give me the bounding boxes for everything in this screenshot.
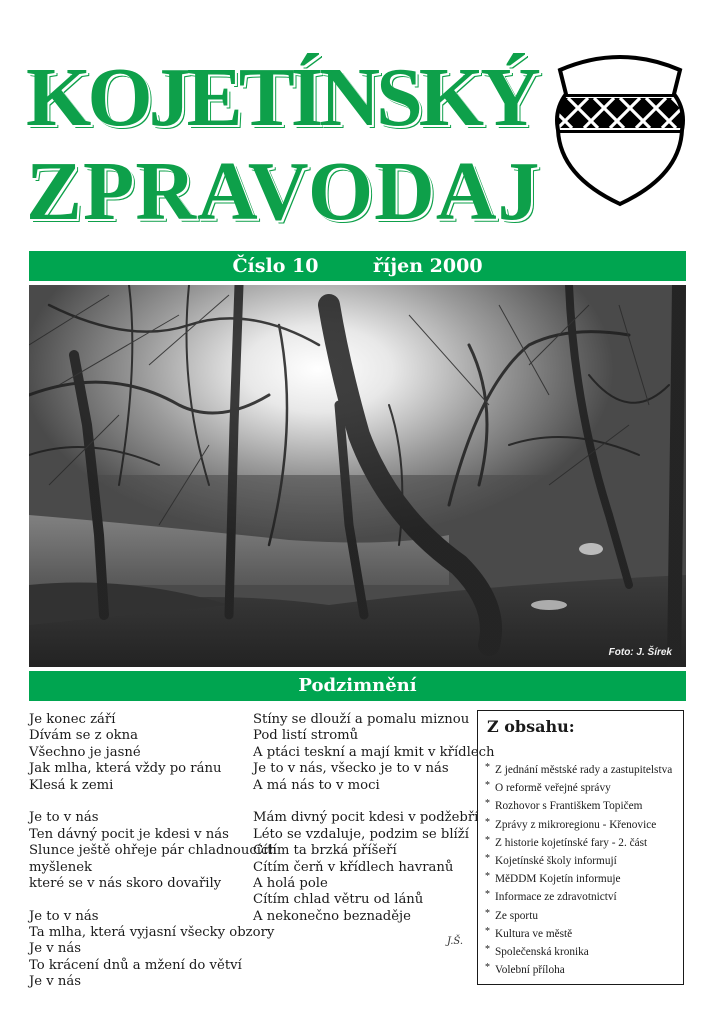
stanza	[253, 810, 495, 925]
masthead	[26, 42, 541, 238]
masthead-title-line1: KOJETÍNSKÝ	[26, 51, 537, 144]
poem-line: Dívám se z okna	[29, 728, 138, 744]
toc-item-label: Společenská kronika	[495, 945, 589, 958]
bullet-icon: *	[485, 943, 490, 955]
toc-item[interactable]	[485, 852, 672, 870]
bullet-icon: *	[485, 889, 490, 901]
poem-line: Je v nás	[29, 974, 82, 990]
poem-line: Je to v nás	[29, 908, 99, 924]
poem-line: myšlenek	[29, 859, 93, 875]
toc-item-label: Informace ze zdravotnictví	[495, 891, 617, 904]
toc-item[interactable]	[485, 925, 672, 943]
toc-item-label: Volební příloha	[495, 964, 565, 977]
toc-item-label: O reformě veřejné správy	[495, 782, 611, 795]
toc-item-label: Rozhovor s Františkem Topičem	[495, 800, 643, 813]
toc-item-label: Zprávy z mikroregionu - Křenovice	[495, 818, 657, 831]
poem-line: Je konec září	[29, 712, 116, 727]
stanza	[29, 712, 277, 794]
poem-line: Slunce ještě ohřeje pár chladnoucích	[29, 843, 277, 859]
bullet-icon: *	[485, 962, 490, 974]
poem-line: Ta mlha, která vyjasní všecky obzory	[29, 925, 275, 941]
town-coat-of-arms-icon	[552, 48, 688, 208]
poem-line: které se v nás skoro dovařily	[29, 875, 222, 891]
issue-number: Číslo 10	[232, 255, 319, 277]
toc-item[interactable]	[485, 961, 672, 979]
table-of-contents-box	[477, 710, 684, 985]
poem-line: Je v nás	[29, 941, 82, 957]
poem-line: Cítím čerň v křídlech havranů	[253, 859, 454, 875]
bullet-icon: *	[485, 925, 490, 937]
poem-signature: J.Š.	[447, 936, 464, 947]
poem-line: Pod listí stromů	[253, 728, 359, 744]
toc-item[interactable]	[485, 943, 672, 961]
bullet-icon: *	[485, 816, 490, 828]
toc-item[interactable]	[485, 870, 672, 888]
poem-line: Cítím ta brzká příšeří	[253, 843, 397, 859]
poem-line: Ten dávný pocit je kdesi v nás	[29, 826, 229, 842]
toc-item-label: Z historie kojetínské fary - 2. část	[495, 836, 648, 849]
toc-item-label: Kojetínské školy informují	[495, 854, 617, 867]
poem-line: A holá pole	[253, 875, 328, 891]
poem-line: Léto se vzdaluje, podzim se blíží	[253, 826, 469, 842]
poem-line: Všechno je jasné	[29, 744, 141, 760]
stanza	[29, 909, 277, 991]
toc-item[interactable]	[485, 816, 672, 834]
bullet-icon: *	[485, 852, 490, 864]
poem-line: A má nás to v moci	[253, 777, 380, 793]
toc-item[interactable]	[485, 907, 672, 925]
poem-line: A nekonečno beznaděje	[253, 908, 411, 924]
issue-band	[29, 251, 686, 281]
toc-item[interactable]	[485, 888, 672, 906]
bullet-icon: *	[485, 798, 490, 810]
toc-item-label: Kultura ve městě	[495, 927, 573, 940]
toc-item-label: MěDDM Kojetín informuje	[495, 873, 621, 886]
poem-line: Je to v nás, všecko je to v nás	[253, 761, 449, 777]
bullet-icon: *	[485, 762, 490, 773]
poem-column-1	[29, 712, 277, 991]
stanza	[253, 712, 495, 794]
bullet-icon: *	[485, 780, 490, 792]
poem-title-band	[29, 671, 686, 701]
poem-line: Stíny se dlouží a pomalu miznou	[253, 712, 470, 727]
cover-photo-image	[29, 285, 686, 667]
poem-line: A ptáci teskní a mají kmit v křídlech	[253, 744, 495, 760]
poem-line: Je to v nás	[29, 810, 99, 826]
bullet-icon: *	[485, 871, 490, 883]
poem-line: Cítím chlad větru od lánů	[253, 892, 424, 908]
toc-item-label: Z jednání městské rady a zastupitelstva	[495, 764, 673, 776]
toc-list	[485, 761, 672, 979]
cover-photo	[29, 285, 686, 667]
toc-item[interactable]	[485, 797, 672, 815]
poem-line: To krácení dnů a mžení do větví	[29, 957, 242, 973]
toc-title: Z obsahu:	[487, 717, 575, 736]
bullet-icon: *	[485, 834, 490, 846]
issue-date: říjen 2000	[373, 255, 483, 277]
toc-item[interactable]	[485, 761, 672, 779]
poem-column-2	[253, 712, 495, 925]
bullet-icon: *	[485, 907, 490, 919]
poem-line: Klesá k zemi	[29, 777, 114, 793]
poem-line: Mám divný pocit kdesi v podžebří	[253, 810, 479, 826]
stanza	[29, 810, 277, 892]
photo-credit: Foto: J. Šírek	[608, 647, 672, 658]
toc-item[interactable]	[485, 779, 672, 797]
poem-title: Podzimnění	[298, 675, 417, 696]
poem-line: Jak mlha, která vždy po ránu	[29, 761, 222, 777]
masthead-title-line2: ZPRAVODAJ	[26, 145, 541, 238]
toc-item[interactable]	[485, 834, 672, 852]
toc-item-label: Ze sportu	[495, 909, 538, 922]
